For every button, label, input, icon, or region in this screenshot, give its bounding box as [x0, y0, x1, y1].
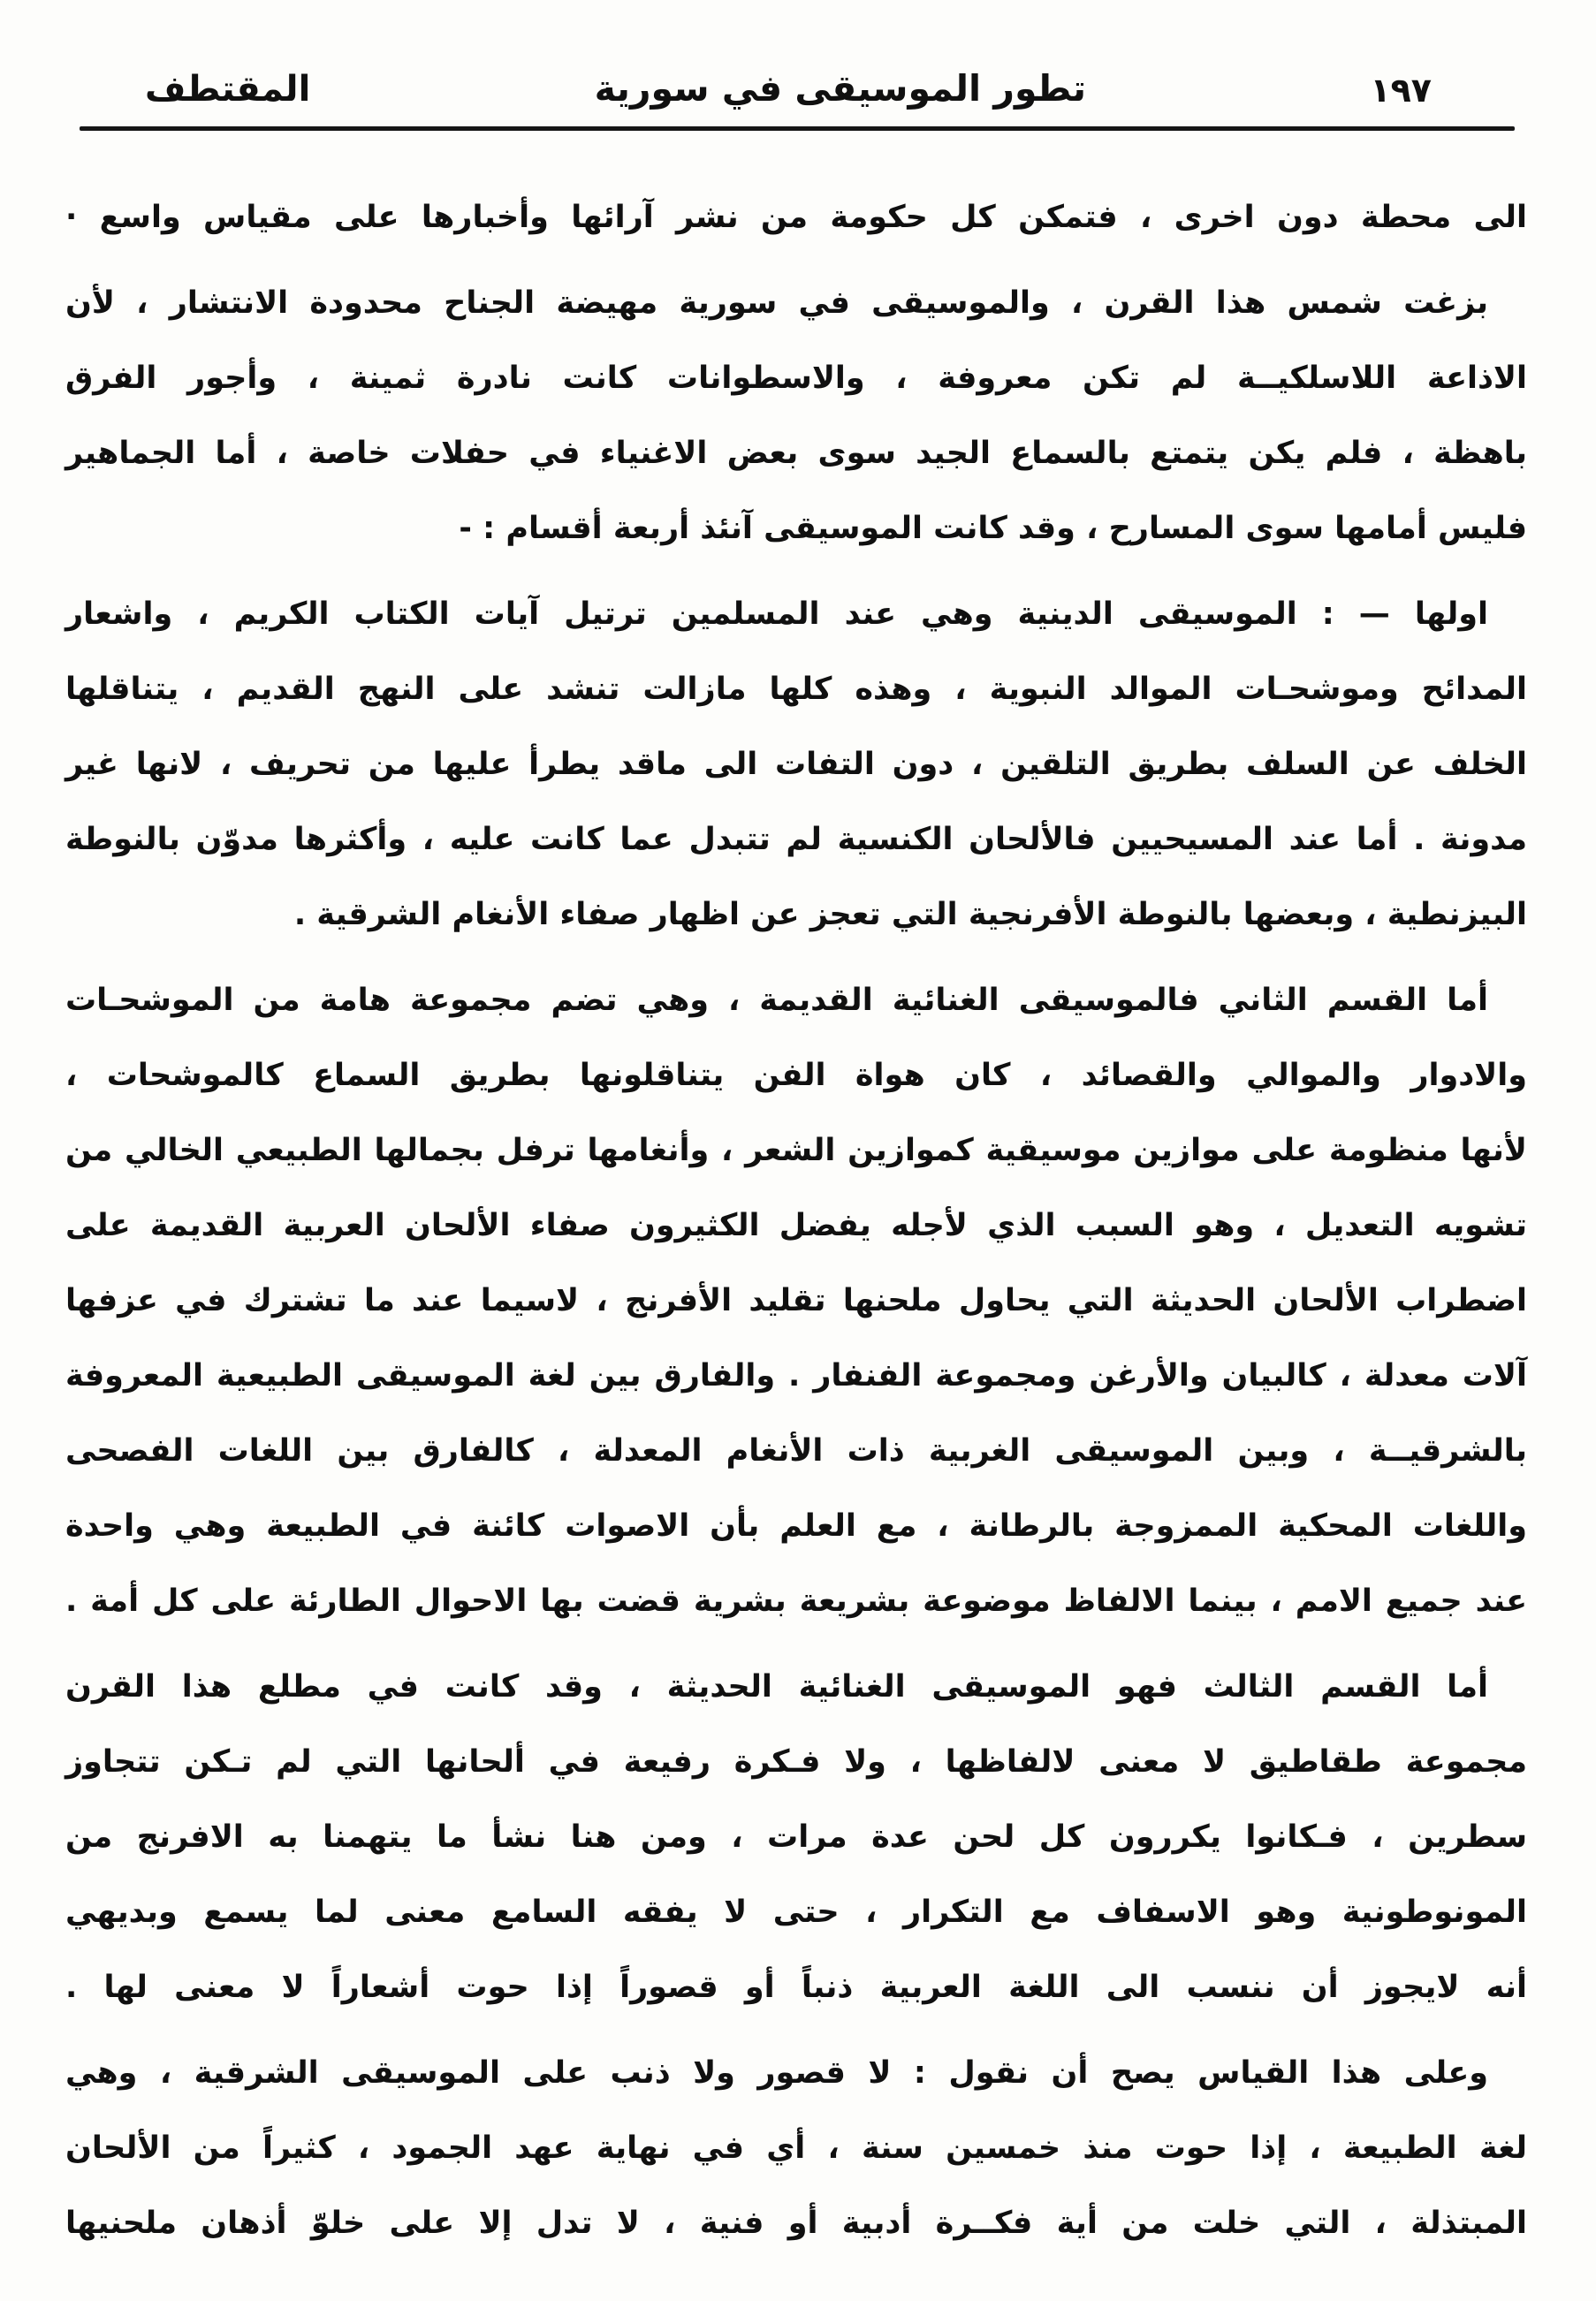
text-line: تشويه التعديل ، وهو السبب الذي لأجله يفضل الكثيرون صفاء الألحان العربية القديمة على — [65, 1208, 1527, 1244]
paragraph — [65, 577, 1527, 953]
paragraph — [65, 1650, 1527, 2025]
text-line: سطرين ، فـكانوا يكررون كل لحن عدة مرات ، ومن هنا نشأ ما يتهمنا به الافرنج من — [65, 1819, 1527, 1856]
text-line: وعلى هذا القياس يصح أن نقول : لا قصور ولا ذنب على الموسيقى الشرقية ، وهي — [65, 2055, 1488, 2092]
paragraph — [65, 963, 1527, 1639]
article-body — [0, 131, 1596, 2261]
text-line: واللغات المحكية الممزوجة بالرطانة ، مع العلم بأن الاصوات كائنة في الطبيعة وهي واحدة — [65, 1508, 1527, 1545]
text-line: عند جميع الامم ، بينما الالفاظ موضوعة بشريعة بشرية قضت بها الاحوال الطارئة على كل أمة . — [65, 1583, 1527, 1620]
text-line: أما القسم الثاني فالموسيقى الغنائية القديمة ، وهي تضم مجموعة هامة من الموشحـات — [65, 983, 1488, 1019]
text-line: الى محطة دون اخرى ، فتمكن كل حكومة من نشر آرائها وأخبارها على مقياس واسع · — [65, 200, 1527, 236]
page-header — [0, 0, 1596, 110]
text-line: الاذاعة اللاسلكيــة لم تكن معروفة ، والاسطوانات كانت نادرة ثمينة ، وأجور الفرق — [65, 361, 1527, 397]
text-line: مجموعة طقاطيق لا معنى لالفاظها ، ولا فـكرة رفيعة في ألحانها التي لم تـكن تتجاوز — [65, 1744, 1527, 1781]
article-title: تطور الموسيقى في سورية — [594, 67, 1087, 110]
text-line: المدائح وموشحـات الموالد النبوية ، وهذه كلها مازالت تنشد على النهج القديم ، يتناقلها — [65, 672, 1527, 708]
text-line: الخلف عن السلف بطريق التلقين ، دون التفات الى ماقد يطرأ عليها من تحريف ، لانها غير — [65, 747, 1527, 783]
text-line: المبتذلة ، التي خلت من أية فكــرة أدبية أو فنية ، لا تدل إلا على خلوّ أذهان ملحنيها — [65, 2206, 1527, 2242]
text-line: مدونة . أما عند المسيحيين فالألحان الكنسية لم تتبدل عما كانت عليه ، وأكثرها مدوّن بالنوطة — [65, 822, 1527, 858]
text-line: فليس أمامها سوى المسارح ، وقد كانت الموسيقى آنئذ أربعة أقسام : - — [459, 511, 1527, 547]
text-line: أنه لايجوز أن ننسب الى اللغة العربية ذنباً أو قصوراً إذا حوت أشعاراً لا معنى لها . — [65, 1970, 1527, 2006]
text-line: آلات معدلة ، كالبيان والأرغن ومجموعة الفنفار . والفارق بين لغة الموسيقى الطبيعية المعروفة — [65, 1358, 1527, 1394]
text-line: المونوطونية وهو الاسفاف مع التكرار ، حتى لا يفقه السامع معنى لما يسمع وبديهي — [65, 1895, 1527, 1931]
text-line: والادوار والموالي والقصائد ، كان هواة الفن يتناقلونها بطريق السماع كالموشحات ، — [65, 1058, 1527, 1094]
paragraph — [65, 266, 1527, 566]
paragraph — [65, 180, 1527, 255]
text-line: البيزنطية ، وبعضها بالنوطة الأفرنجية التي تعجز عن اظهار صفاء الأنغام الشرقية . — [293, 897, 1527, 933]
text-line: لغة الطبيعة ، إذا حوت منذ خمسين سنة ، أي في نهاية عهد الجمود ، كثيراً من الألحان — [65, 2130, 1527, 2167]
text-line: باهظة ، فلم يكن يتمتع بالسماع الجيد سوى بعض الاغنياء في حفلات خاصة ، أما الجماهير — [65, 436, 1527, 472]
text-line: اضطراب الألحان الحديثة التي يحاول ملحنها تقليد الأفرنج ، لاسيما عند ما تشترك في عزفها — [65, 1283, 1527, 1319]
text-line: بالشرقيــة ، وبين الموسيقى الغربية ذات الأنغام المعدلة ، كالفارق بين اللغات الفصحى — [65, 1433, 1527, 1469]
text-line: اولها — : الموسيقى الدينية وهي عند المسلمين ترتيل آيات الكتاب الكريم ، واشعار — [65, 596, 1488, 633]
magazine-name: المقتطف — [145, 69, 311, 110]
paragraph — [65, 2036, 1527, 2261]
text-line: لأنها منظومة على موازين موسيقية كموازين الشعر ، وأنغامها ترفل بجمالها الطبيعي الخالي من — [65, 1133, 1527, 1169]
page-number: ١٩٧ — [1370, 70, 1432, 110]
text-line: بزغت شمس هذا القرن ، والموسيقى في سورية مهيضة الجناح محدودة الانتشار ، لأن — [65, 285, 1488, 322]
text-line: أما القسم الثالث فهو الموسيقى الغنائية الحديثة ، وقد كانت في مطلع هذا القرن — [65, 1669, 1488, 1705]
